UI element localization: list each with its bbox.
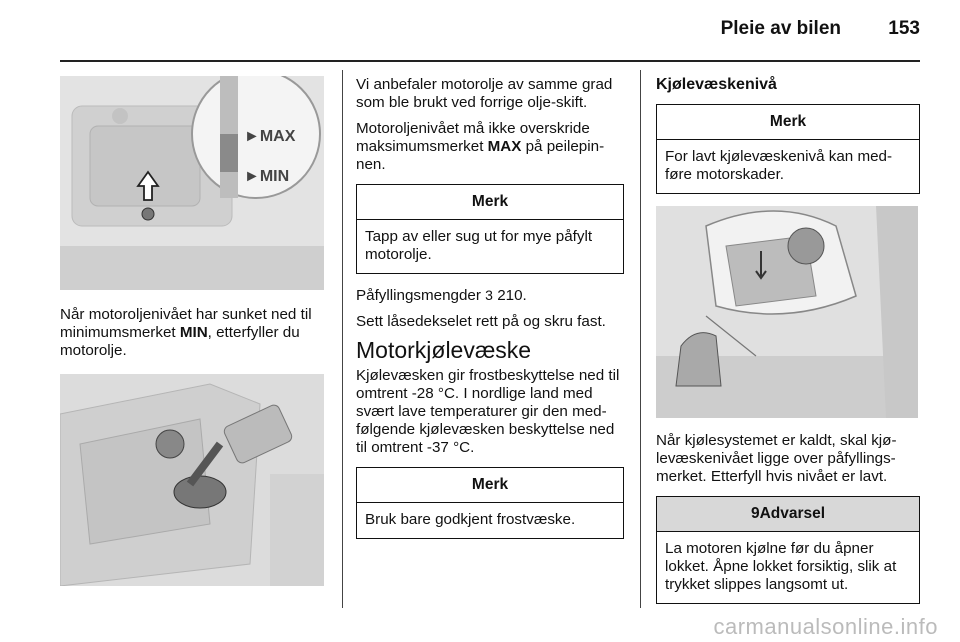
column-1: [60, 76, 328, 586]
note-text: Tapp av eller sug ut for mye påfylt motorolje.: [365, 228, 593, 263]
coolant-level-paragraph: Når kjølesystemet er kaldt, skal kjø-levæskenivået ligge over påfyllings-merket. Etterfyll hvis nivået er lavt.: [656, 432, 897, 485]
coolant-paragraph: Kjølevæsken gir frostbeskyttelse ned til omtrent -28 °C. I nordlige land med svært lave temperaturer gir den med-følgende kjølevæsken beskyttelse ned til omtrent -37 °C.: [356, 367, 620, 456]
section-heading: Motorkjølevæske: [356, 337, 532, 363]
column-2: [356, 76, 624, 551]
min-label: MIN: [259, 168, 290, 185]
oil-level-paragraph: Når motoroljenivået har sunket ned til minimumsmerket MIN, etterfyller du motorolje.: [60, 306, 312, 359]
oil-filling-illustration: [60, 374, 324, 586]
note-title: Merk: [357, 185, 623, 220]
header-title: Pleie av bilen: [720, 18, 842, 39]
note-text: For lavt kjølevæskenivå kan med-føre motorskader.: [665, 148, 893, 183]
subsection-heading: Kjølevæskenivå: [656, 76, 777, 93]
page-header: [721, 18, 920, 40]
column-3: [656, 76, 920, 616]
warning-box: [656, 496, 920, 604]
reference-icon: 3: [485, 287, 493, 303]
watermark: carmanualsonline.info: [713, 614, 938, 639]
warning-icon: 9: [750, 505, 760, 522]
recommend-paragraph: Vi anbefaler motorolje av samme grad som ble brukt ved forrige olje-skift.: [356, 76, 613, 111]
column-divider-1: [342, 70, 343, 608]
column-divider-2: [640, 70, 641, 608]
note-title: Merk: [357, 468, 623, 503]
note-box-coolant: [656, 104, 920, 194]
filling-quantity-paragraph: Påfyllingsmengder 3 210.: [356, 287, 527, 304]
note-box-antifreeze: [356, 467, 624, 539]
note-box-oil: [356, 184, 624, 274]
max-paragraph: Motoroljenivået må ikke overskride maksimumsmerket MAX på peilepin-nen.: [356, 120, 605, 173]
cap-paragraph: Sett låsedekselet rett på og skru fast.: [356, 313, 606, 330]
note-text: Bruk bare godkjent frostvæske.: [365, 511, 576, 528]
coolant-reservoir-illustration: [656, 206, 918, 418]
dipstick-illustration: ►MAX ►MIN: [60, 76, 324, 290]
max-label: MAX: [259, 128, 296, 145]
note-title: Merk: [657, 105, 919, 140]
warning-header: [657, 497, 919, 532]
page-number: 153: [888, 18, 920, 39]
header-rule: [60, 60, 920, 62]
warning-title: Advarsel: [759, 505, 826, 522]
warning-text: La motoren kjølne før du åpner lokket. Åpne lokket forsiktig, slik at trykket slippes langsomt ut.: [665, 540, 897, 593]
